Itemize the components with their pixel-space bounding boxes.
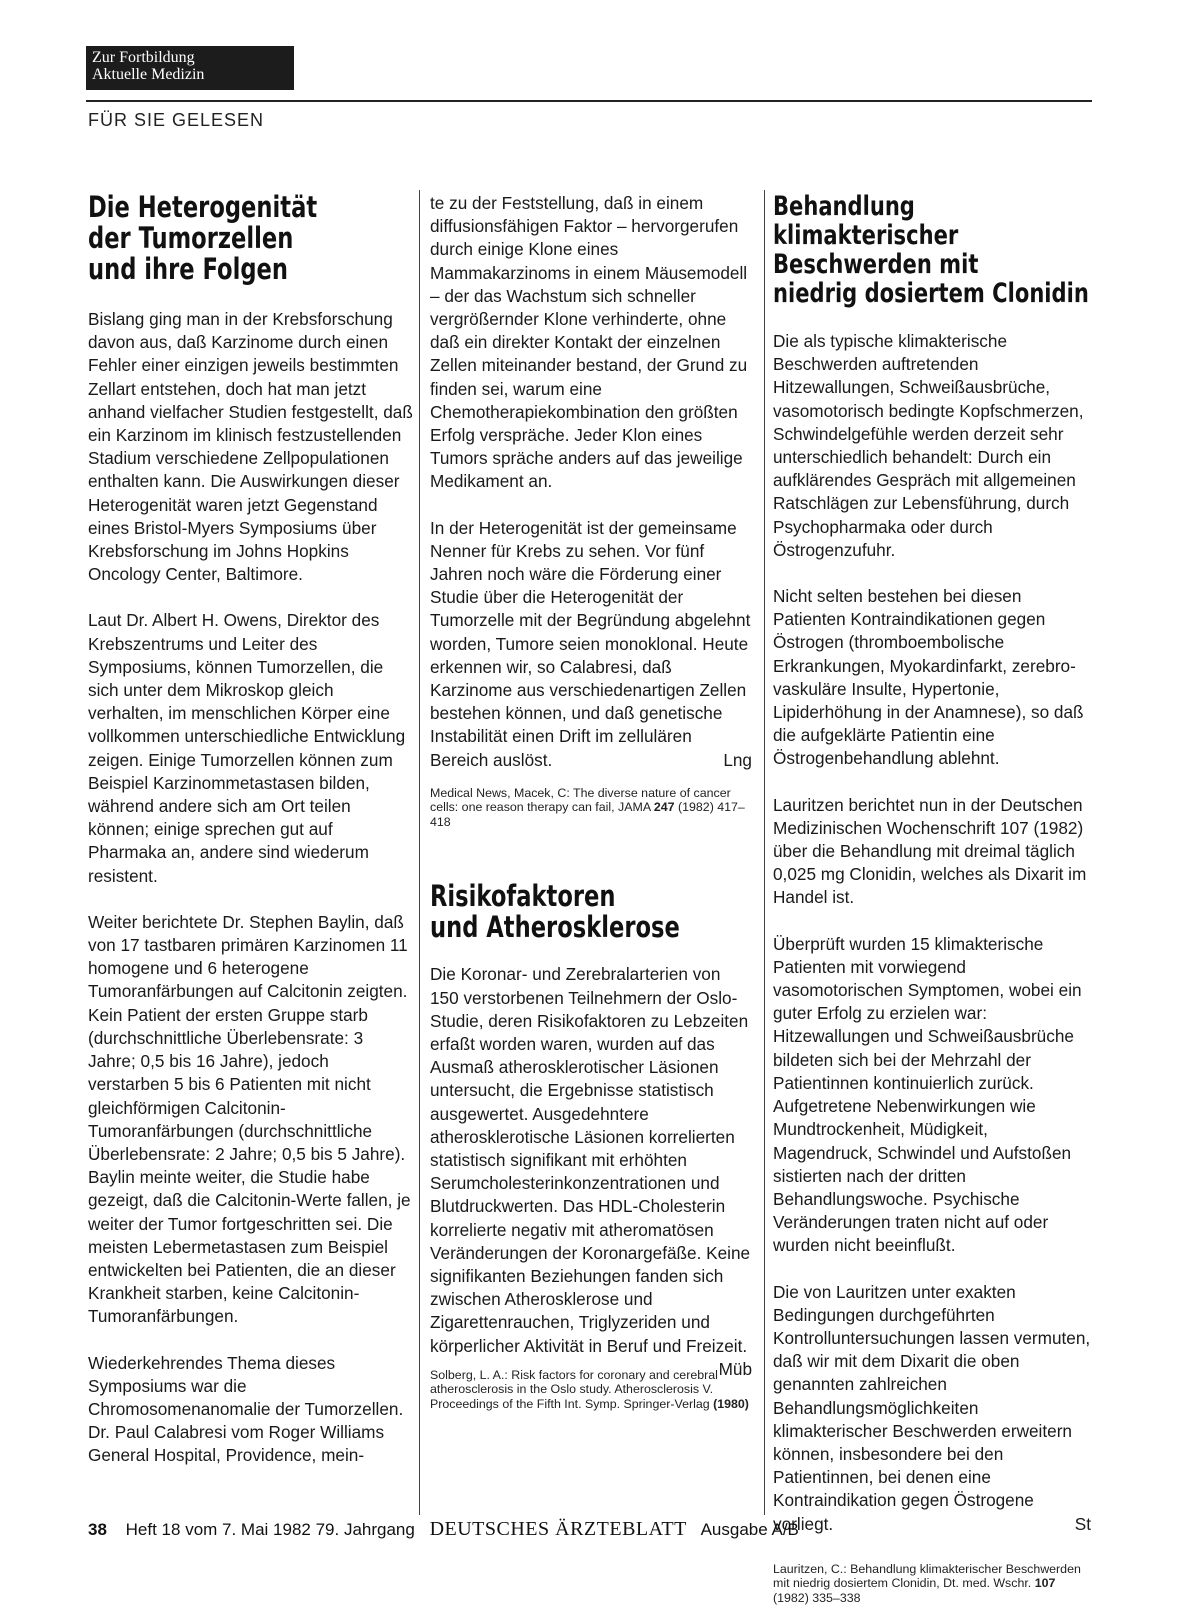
section-label-line1: Zur Fortbildung (92, 49, 195, 66)
article2-citation-text: Solberg, L. A.: Risk factors for coronary and cerebral atherosclerosis in the Oslo study. Atherosclerosis V. Proceedings of the Fifth Int. Symp. Springer-Verlag (430, 1367, 718, 1411)
article2-paragraph (430, 963, 752, 1379)
article1-title-line: und ihre Folgen (88, 252, 288, 286)
article2-signature: Müb (718, 1358, 752, 1379)
section-label (86, 46, 294, 90)
article2-title-line: und Atherosklerose (430, 910, 680, 945)
page-footer (88, 1518, 799, 1541)
edition-info: Ausgabe A/B (700, 1520, 799, 1539)
article3-title-line: Behandlung klimakterischer (773, 191, 959, 251)
article3-citation-text: Lauritzen, C.: Behandlung klimakterischer Beschwerden mit niedrig dosiertem Clonidin, Dt. med. Wschr. (773, 1561, 1081, 1591)
article3-title-line: Beschwerden mit (773, 249, 979, 280)
article1-continued-paragraph: te zu der Feststellung, daß in einem diffusionsfähigen Faktor – hervorgerufen durch einige Klone eines Mammakarzinoms in einem Mäusemodell – der das Wachstum sich schneller vergrößernder Klone verhinderte, ohne daß ein direkter Kontakt der einzelnen Zellen miteinander bestand, der Grund zu finden sei, warum eine Chemotherapiekombination den größten Erfolg verspräche. Jeder Klon eines Tumors spräche anders auf das jeweilige Medikament an. (430, 193, 748, 492)
article1-signature: Lng (723, 749, 752, 770)
kicker: FÜR SIE GELESEN (88, 110, 265, 130)
article1-title-line: Die Heterogenität (88, 190, 318, 224)
journal-name: DEUTSCHES ÄRZTEBLATT (429, 1518, 687, 1540)
article2-citation-year: (1980) (713, 1396, 749, 1411)
article1-citation-pages: (1982) 417–418 (430, 800, 745, 829)
article3-title-line: niedrig dosiertem Clonidin (773, 278, 1089, 309)
article3-paragraph (773, 1281, 1091, 1536)
article2-title-line: Risikofaktoren (430, 879, 616, 914)
article1-citation (430, 786, 752, 830)
column-middle (430, 192, 752, 1411)
article2-text: Die Koronar- und Zerebralarterien von 150 verstorbenen Teilnehmern der Oslo-Studie, deren Risikofaktoren zu Lebzeiten erfaßt worden waren, wurden auf das Ausmaß atherosklerotischer Läsionen untersucht, die Ergebnisse statistisch ausgewertet. Ausgedehntere atherosklerotische Läsionen korrelierten statistisch signifikant mit erhöhten Serumcholesterinkonzentrationen und Blutdruckwerten. Das HDL-Cholesterin korrelierte negativ mit atheromatösen Veränderungen der Koronargefäße. Keine signifikanten Beziehungen fanden sich zwischen Atherosklerose und Zigarettenrauchen, Triglyzeriden und körperlicher Aktivität in Beruf und Freizeit. (430, 964, 751, 1356)
article3-signature: St (1074, 1513, 1091, 1534)
column-divider-2 (764, 190, 765, 1515)
article3-citation-pages: (1982) 335–338 (773, 1590, 861, 1605)
article1-continued-text: In der Heterogenität ist der gemeinsame Nenner für Krebs zu sehen. Vor fünf Jahren noch wäre die Förderung einer Studie über die Heterogenität der Tumorzelle mit der Begründung abgelehnt worden, Tumore seien monoklonal. Heute erkennen wir, so Calabresi, daß Karzinome aus verschiedenartigen Zellen bestehen können, und daß genetische Instabilität einen Drift im zellulären Bereich auslöst. (430, 517, 751, 770)
article1-paragraph: Laut Dr. Albert H. Owens, Direktor des Krebszentrums und Leiter des Symposiums, können Tumorzellen, die sich unter dem Mikroskop gleich verhalten, im menschlichen Körper eine vollkommen unterschiedliche Entwicklung zeigen. Einige Tumorzellen können zum Beispiel Karzinommetastasen bilden, während andere sich am Ort teilen können; einige sprechen gut auf Pharmaka an, andere sind wiederum resistent. (88, 610, 406, 886)
column-divider-1 (419, 190, 420, 1515)
article1-paragraph: Wiederkehrendes Thema dieses Symposiums war die Chromosomenanomalie der Tumorzellen. Dr. Paul Calabresi vom Roger Williams General Hospital, Providence, mein- (88, 1352, 404, 1466)
article1-citation-volume: 247 (653, 800, 675, 815)
article3-paragraph: Lauritzen berichtet nun in der Deutschen Medizinischen Wochenschrift 107 (1982) über die Behandlung mit dreimal täglich 0,025 mg Clonidin, welches als Dixarit im Handel ist. (773, 794, 1087, 908)
article1-citation-text: Medical News, Macek, C: The diverse nature of cancer cells: one reason therapy can fail, JAMA (430, 785, 731, 815)
column-right (773, 192, 1091, 1605)
article1-title-line: der Tumorzellen (88, 221, 294, 255)
top-rule (86, 100, 1092, 102)
column-left (88, 192, 413, 1491)
article3-last-text: Die von Lauritzen unter exakten Bedingungen durchgeführten Kontrolluntersuchungen lassen vermuten, daß wir mit dem Dixarit die oben genannten zahlreichen Behandlungsmöglichkeiten klimakterischer Beschwerden erweitern können, insbesondere bei den Patientinnen, bei denen eine Kontraindikation gegen Östrogene vorliegt. (773, 1281, 1091, 1534)
article2-citation (430, 1368, 752, 1412)
page-number: 38 (88, 1520, 107, 1539)
article3-paragraph: Überprüft wurden 15 klimakterische Patienten mit vorwiegend vasomotorischen Symptomen, wobei ein guter Erfolg zu erzielen war: Hitzewallungen und Schweißausbrüche bildeten sich bei der Mehrzahl der Patientinnen kontinuierlich zurück. Aufgetretene Nebenwirkungen wie Mundtrockenheit, Müdigkeit, Magendruck, Schwindel und Aufstoßen sistierten nach der dritten Behandlungswoche. Psychische Veränderungen traten nicht auf oder wurden nicht beeinflußt. (773, 933, 1082, 1256)
issue-info: Heft 18 vom 7. Mai 1982 79. Jahrgang (125, 1520, 415, 1539)
article3-paragraph: Nicht selten bestehen bei diesen Patienten Kontraindikationen gegen Östrogen (thromboembolische Erkrankungen, Myokardinfarkt, zerebro-vaskuläre Insulte, Hypertonie, Lipiderhöhung in der Anamnese), so daß die aufgeklärte Patientin eine Östrogenbehandlung ablehnt. (773, 586, 1084, 769)
article2-title (430, 881, 751, 943)
article1-paragraph: Weiter berichtete Dr. Stephen Baylin, daß von 17 tastbaren primären Karzinomen 11 homogene und 6 heterogene Tumoranfärbungen auf Calcitonin zeigten. Kein Patient der ersten Gruppe starb (durchschnittliche Überlebensrate: 3 Jahre; 0,5 bis 16 Jahre), jedoch verstarben 5 bis 6 Patienten mit nicht gleichförmigen Calcitonin-Tumoranfärbungen (durchschnittliche Überlebensrate: 2 Jahre; 0,5 bis 5 Jahre). Baylin meinte weiter, die Studie habe gezeigt, daß die Calcitonin-Werte fallen, je weiter der Tumor fortgeschritten sei. Die meisten Lebermetastasen zum Beispiel entwickelten bei Patienten, die an dieser Krankheit starben, keine Calcitonin-Tumoranfärbungen. (88, 911, 411, 1327)
section-label-line2: Aktuelle Medizin (92, 66, 205, 83)
article3-title (773, 192, 1090, 308)
article1-continued-paragraph (430, 517, 752, 772)
article1-title (88, 192, 412, 285)
article3-citation-volume: 107 (1034, 1576, 1056, 1591)
article3-citation (773, 1562, 1091, 1606)
article3-paragraph: Die als typische klimakterische Beschwerden auftretenden Hitzewallungen, Schweißausbrüche, vasomotorisch bedingte Kopfschmerzen, Schwindelgefühle werden derzeit sehr unterschiedlich behandelt: Durch ein aufklärendes Gespräch mit allgemeinen Ratschlägen zur Lebensführung, durch Psychopharmaka oder durch Östrogenzufuhr. (773, 331, 1084, 560)
article1-paragraph: Bislang ging man in der Krebsforschung davon aus, daß Karzinome durch einen Fehler einer einzigen jeweils bestimmten Zellart entstehen, doch hat man jetzt anhand vielfacher Studien festgestellt, daß ein Karzinom im klinisch festzustellenden Stadium verschiedene Zellpopulationen enthalten kann. Die Auswirkungen dieser Heterogenität waren jetzt Gegenstand eines Bristol-Myers Symposiums über Krebsforschung im Johns Hopkins Oncology Center, Baltimore. (88, 309, 413, 585)
